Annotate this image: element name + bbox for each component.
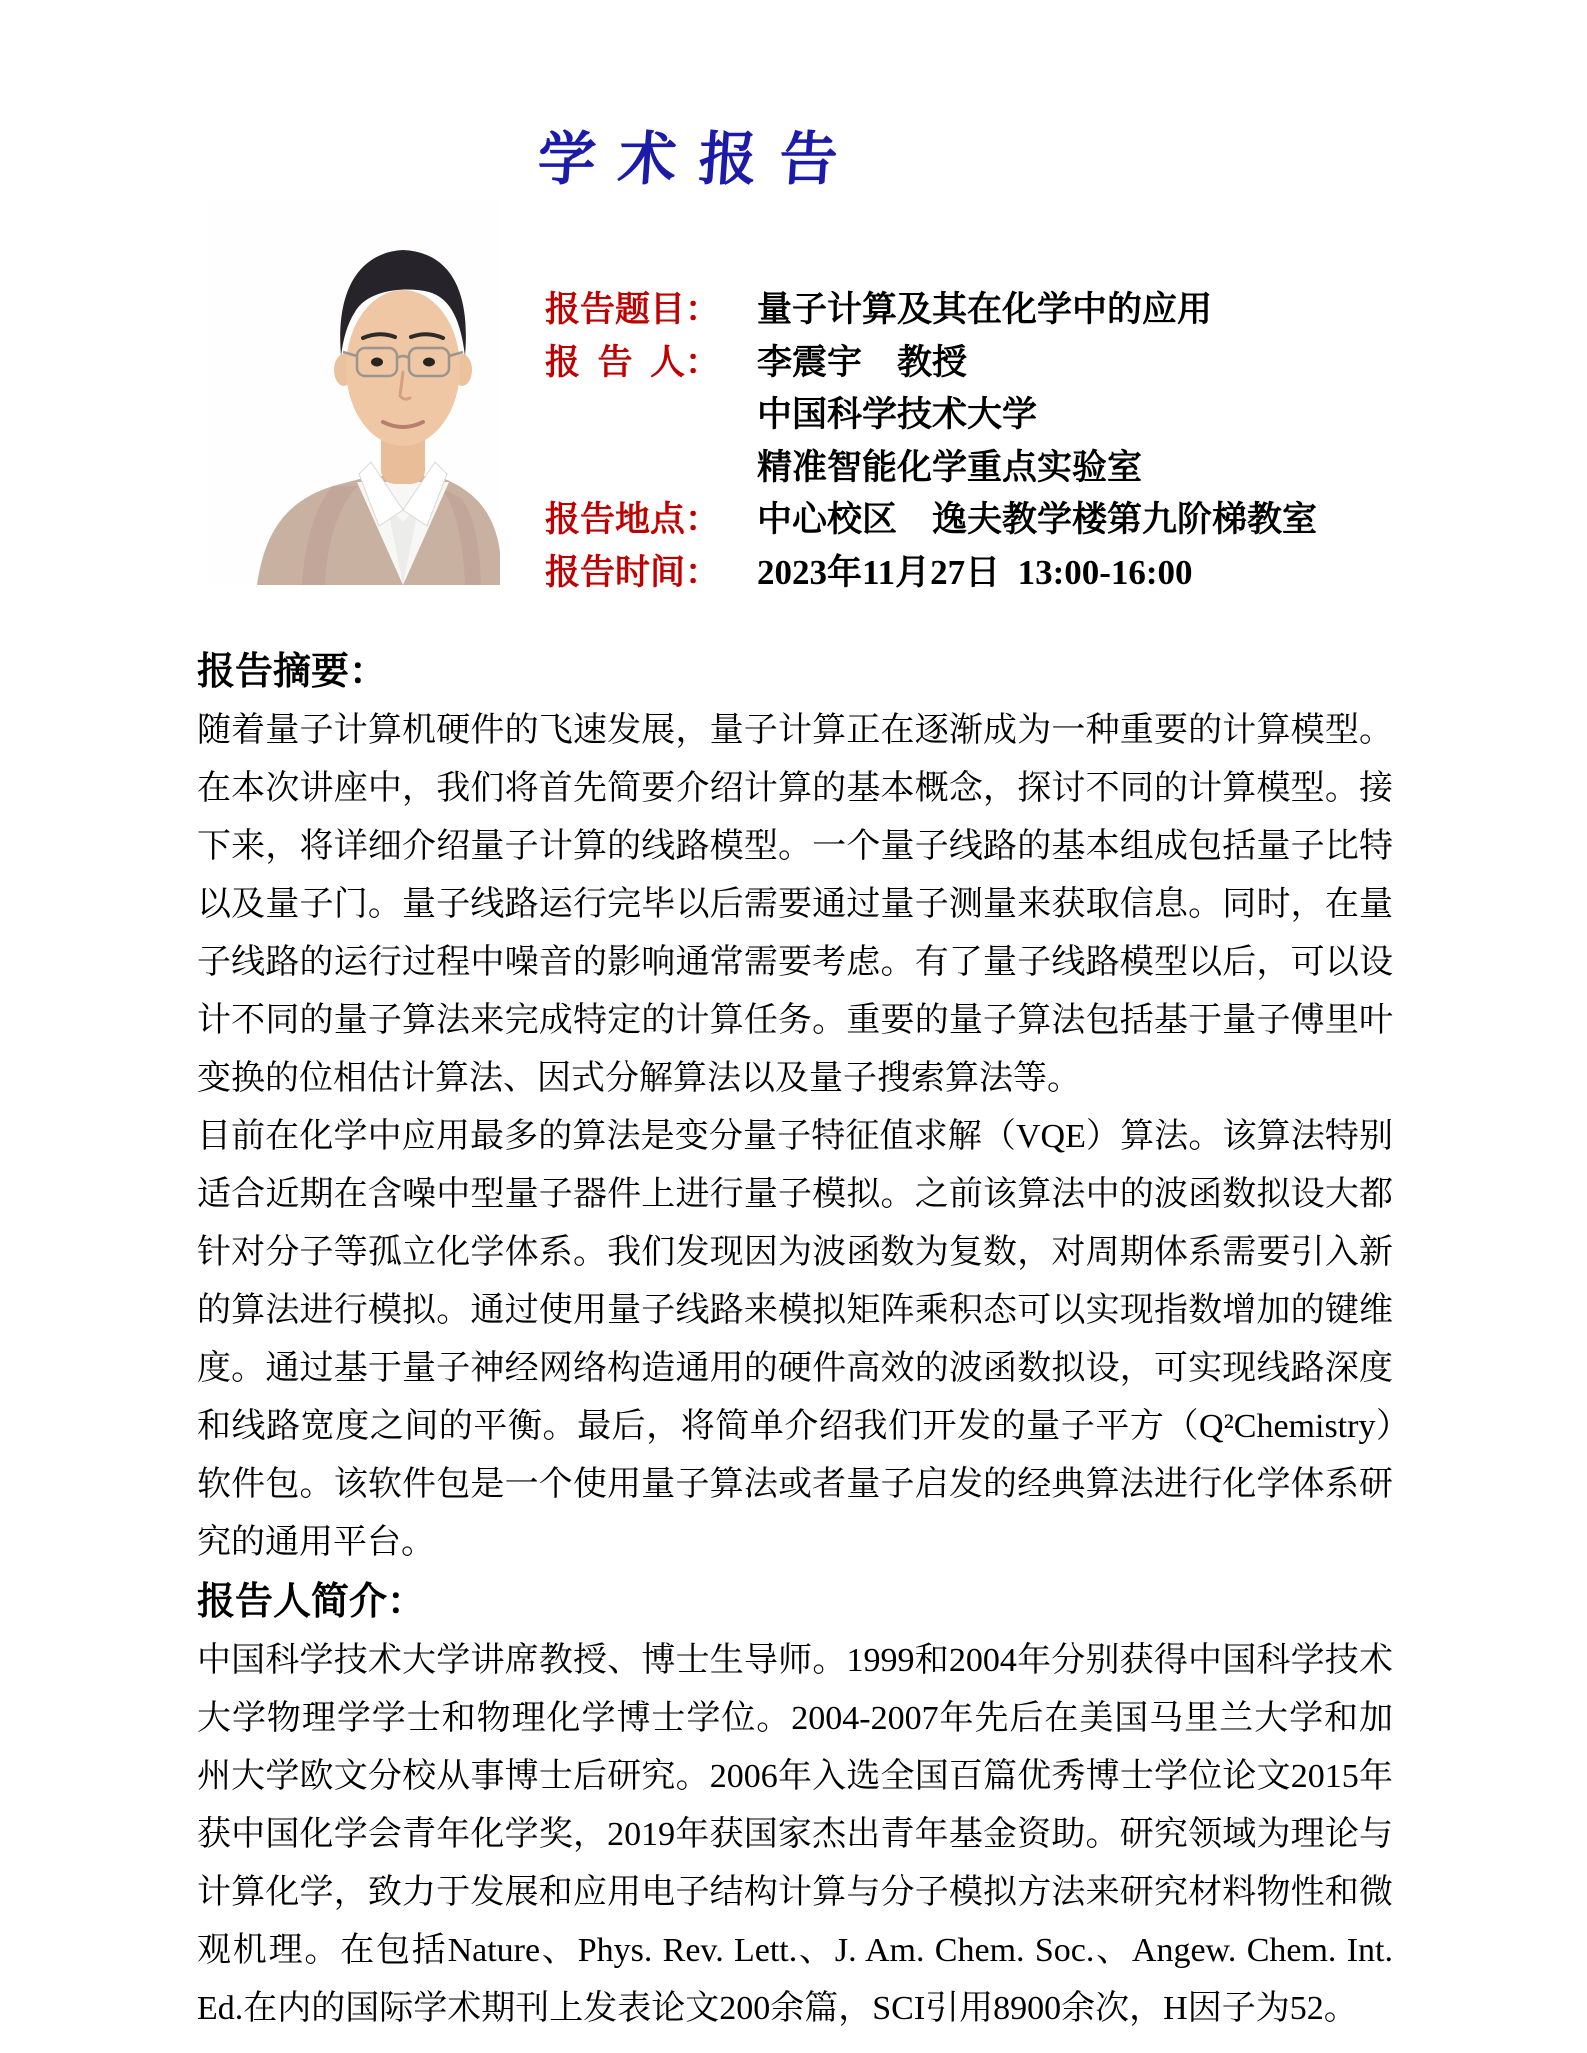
info-row-affiliation-1	[545, 389, 1445, 442]
abstract-heading: 报告摘要：	[197, 651, 388, 693]
bio-heading: 报告人简介：	[197, 1581, 426, 1623]
location-label: 报告地点：	[545, 500, 721, 539]
abstract-paragraph-1: 随着量子计算机硬件的飞速发展，量子计算正在逐渐成为一种重要的计算模型。在本次讲座中，我们将首先简要介绍计算的基本概念，探讨不同的计算模型。接下来，将详细介绍量子计算的线路模型。一个量子线路的基本组成包括量子比特以及量子门。量子线路运行完毕以后需要通过量子测量来获取信息。同时，在量子线路的运行过程中噪音的影响通常需要考虑。有了量子线路模型以后，可以设计不同的量子算法来完成特定的计算任务。重要的量子算法包括基于量子傅里叶变换的位相估计算法、因式分解算法以及量子搜索算法等。	[197, 712, 1393, 1097]
time-value: 2023年11月27日 13:00-16:00	[757, 552, 1193, 592]
topic-value: 量子计算及其在化学中的应用	[757, 290, 1213, 329]
info-row-affiliation-2	[545, 442, 1445, 495]
abstract-paragraph-2: 目前在化学中应用最多的算法是变分量子特征值求解（VQE）算法。该算法特别适合近期在含噪中型量子器件上进行量子模拟。之前该算法中的波函数拟设大都针对分子等孤立化学体系。我们发现因为波函数为复数，对周期体系需要引入新的算法进行模拟。通过使用量子线路来模拟矩阵乘积态可以实现指数增加的键维度。通过基于量子神经网络构造通用的硬件高效的波函数拟设，可实现线路深度和线路宽度之间的平衡。最后，将简单介绍我们开发的量子平方（Q²Chemistry）软件包。该软件包是一个使用量子算法或者量子启发的经典算法进行化学体系研究的通用平台。	[197, 1118, 1393, 1561]
bio-paragraph: 中国科学技术大学讲席教授、博士生导师。1999和2004年分别获得中国科学技术大学物理学学士和物理化学博士学位。2004-2007年先后在美国马里兰大学和加州大学欧文分校从事博士后研究。2006年入选全国百篇优秀博士学位论文2015年获中国化学会青年化学奖，2019年获国家杰出青年基金资助。研究领域为理论与计算化学，致力于发展和应用电子结构计算与分子模拟方法来研究材料物性和微观机理。在包括Nature、Phys. Rev. Lett.、J. Am. Chem. Soc.、Angew. Chem. Int. Ed.在内的国际学术期刊上发表论文200余篇，SCI引用8900余次，H因子为52。	[197, 1642, 1393, 2027]
info-row-time	[545, 547, 1445, 600]
lecture-info-block	[545, 284, 1445, 599]
topic-label: 报告题目：	[545, 290, 721, 329]
info-row-speaker	[545, 337, 1445, 390]
info-row-topic	[545, 284, 1445, 337]
speaker-photo	[207, 200, 500, 585]
page-title: 学 术 报 告	[535, 127, 844, 192]
speaker-label: 报 告 人：	[545, 342, 721, 382]
document-body	[197, 642, 1393, 2038]
affiliation-1-value: 中国科学技术大学	[757, 395, 1038, 434]
speaker-value: 李震宇 教授	[757, 342, 968, 382]
affiliation-2-value: 精准智能化学重点实验室	[757, 447, 1143, 487]
info-row-location	[545, 494, 1445, 547]
location-value: 中心校区 逸夫教学楼第九阶梯教室	[757, 500, 1318, 539]
time-label: 报告时间：	[545, 552, 721, 592]
